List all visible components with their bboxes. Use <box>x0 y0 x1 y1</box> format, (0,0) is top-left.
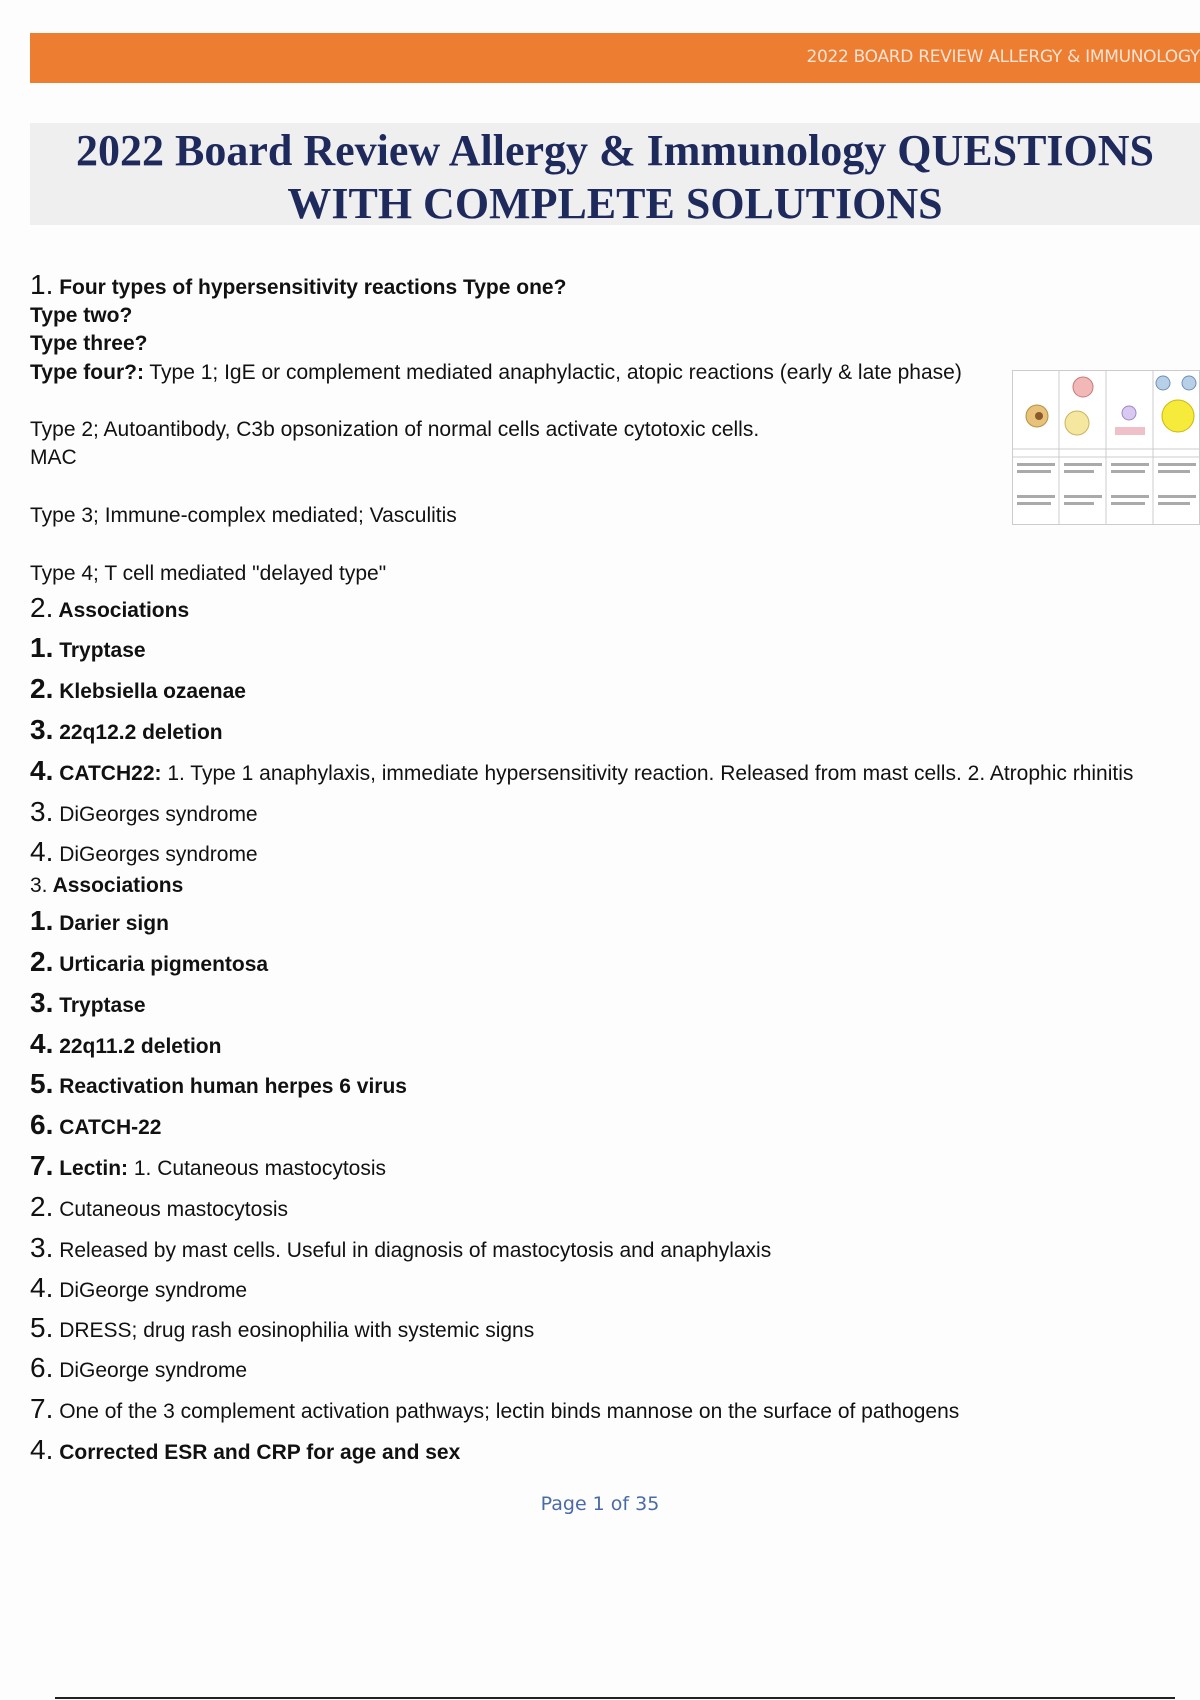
item-text: Cutaneous mastocytosis <box>59 1198 288 1221</box>
item-number: 4. <box>30 1028 54 1059</box>
header-bar <box>30 33 1200 83</box>
list-item <box>30 982 1200 1024</box>
q2-heading <box>30 588 1200 628</box>
item-number: 2. <box>30 946 54 977</box>
list-item <box>30 1024 1200 1064</box>
q2-number: 2. <box>30 592 54 623</box>
page-number: Page 1 of 35 <box>540 1493 660 1515</box>
item-text: 22q11.2 deletion <box>59 1035 222 1058</box>
hypersensitivity-types-diagram-icon <box>1012 370 1200 525</box>
q1-number: 1. <box>30 269 54 300</box>
q1-line-2: Type two? <box>30 304 133 327</box>
q1-line-4 <box>30 358 1012 388</box>
q3-answer-text: 1. Cutaneous mastocytosis <box>128 1157 387 1180</box>
item-text: Tryptase <box>59 639 146 662</box>
item-number: 2. <box>30 673 54 704</box>
q3-label: Associations <box>52 874 184 897</box>
q3-heading <box>30 872 1200 900</box>
list-item <box>30 832 1200 872</box>
q3-number: 3. <box>30 874 48 897</box>
item-number: 4. <box>30 836 54 867</box>
list-item <box>30 1308 1200 1348</box>
q2-answer-text: 1. Type 1 anaphylaxis, immediate hypersensitivity reaction. Released from mast cells. 2. Atrophic rhinitis <box>161 762 1134 785</box>
bottom-rule <box>55 1697 1175 1699</box>
item-text: Released by mast cells. Useful in diagnosis of mastocytosis and anaphylaxis <box>59 1239 772 1262</box>
list-item <box>30 792 1200 832</box>
document-title-line-2: WITH COMPLETE SOLUTIONS <box>287 179 943 228</box>
item-text: Klebsiella ozaenae <box>59 680 246 703</box>
q1-type-four-label: Type four?: <box>30 361 144 384</box>
item-number: 3. <box>30 714 54 745</box>
q2-answer-line <box>30 750 1200 792</box>
item-text: DiGeorge syndrome <box>59 1359 248 1382</box>
q3-lectin-label: Lectin: <box>59 1157 129 1180</box>
q2-label: Associations <box>58 599 190 622</box>
q1-answer-mac: MAC <box>30 446 77 469</box>
list-item <box>30 1064 1200 1104</box>
item-number: 3. <box>30 987 54 1018</box>
running-title: 2022 BOARD REVIEW ALLERGY & IMMUNOLOGY <box>806 47 1200 67</box>
title-box <box>30 123 1200 228</box>
list-item <box>30 1348 1200 1388</box>
diagram-svg <box>1013 371 1199 524</box>
q1-text: Four types of hypersensitivity reactions Type one? <box>59 276 567 299</box>
list-item <box>30 1104 1200 1146</box>
item-text: Reactivation human herpes 6 virus <box>59 1075 407 1098</box>
q1-line-3: Type three? <box>30 332 148 355</box>
list-item <box>30 1186 1200 1228</box>
item-number: 6. <box>30 1109 54 1140</box>
list-item <box>30 1268 1200 1308</box>
q4-number: 4. <box>30 1434 54 1465</box>
item-text: DRESS; drug rash eosinophilia with systemic signs <box>59 1319 535 1342</box>
item-number: 4. <box>30 755 54 786</box>
q1-answer-type-4: Type 4; T cell mediated "delayed type" <box>30 562 387 585</box>
q4-text: Corrected ESR and CRP for age and sex <box>59 1441 461 1464</box>
item-text: DiGeorge syndrome <box>59 1279 248 1302</box>
item-number: 3. <box>30 1232 54 1263</box>
q1-answer-type-1: Type 1; IgE or complement mediated anaphylactic, atopic reactions (early & late phase) <box>143 361 962 384</box>
list-item <box>30 942 1200 982</box>
document-title-line-1: 2022 Board Review Allergy & Immunology QUESTIONS <box>75 126 1155 175</box>
item-text: CATCH-22 <box>59 1116 162 1139</box>
item-number: 6. <box>30 1352 54 1383</box>
item-text: DiGeorges syndrome <box>59 803 258 826</box>
item-number: 3. <box>30 796 54 827</box>
q1-line-1 <box>30 268 1200 302</box>
list-item <box>30 668 1200 710</box>
item-number: 7. <box>30 1150 54 1181</box>
list-item <box>30 628 1200 668</box>
item-text: Darier sign <box>59 912 169 935</box>
q1-answer-type-2: Type 2; Autoantibody, C3b opsonization of normal cells activate cytotoxic cells. <box>30 418 760 441</box>
item-text: DiGeorges syndrome <box>59 843 258 866</box>
item-text: One of the 3 complement activation pathways; lectin binds mannose on the surface of pathogens <box>59 1400 960 1423</box>
item-number: 1. <box>30 632 54 663</box>
list-item <box>30 900 1200 942</box>
item-number: 4. <box>30 1272 54 1303</box>
list-item <box>30 1388 1200 1430</box>
q1-answer-type-3: Type 3; Immune-complex mediated; Vasculitis <box>30 504 457 527</box>
item-text: Tryptase <box>59 994 146 1017</box>
q4-heading <box>30 1430 1200 1470</box>
item-text: Urticaria pigmentosa <box>59 953 269 976</box>
item-number: 2. <box>30 1191 54 1222</box>
q2-catch22-label: CATCH22: <box>59 762 162 785</box>
list-item <box>30 710 1200 750</box>
q3-answer-line <box>30 1146 1200 1186</box>
item-number: 5. <box>30 1068 54 1099</box>
item-number: 5. <box>30 1312 54 1343</box>
item-number: 1. <box>30 905 54 936</box>
item-text: 22q12.2 deletion <box>59 721 223 744</box>
item-number: 7. <box>30 1393 54 1424</box>
list-item <box>30 1228 1200 1268</box>
